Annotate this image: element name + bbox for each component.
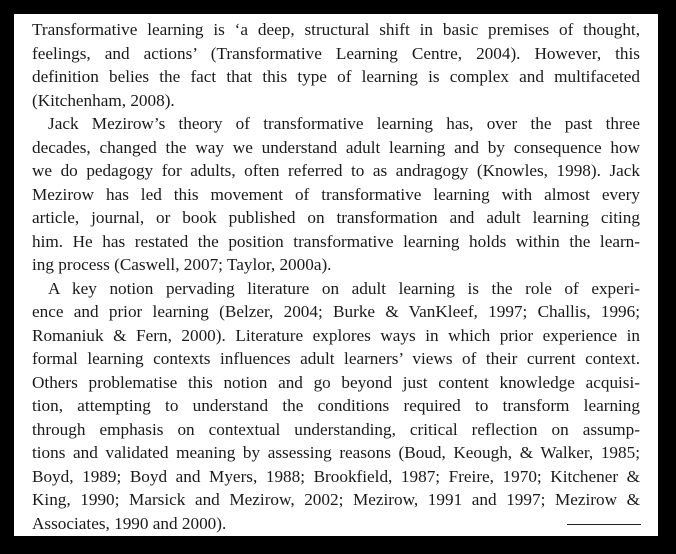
text-line: Associates, 1990 and 2000). [32,513,227,533]
text-line: Others problematise this notion and go beyond just content knowledge acquisi- [32,372,640,392]
text-line: him. He has restated the position transformative learning holds within the learn- [32,231,640,251]
text-line: definition belies the fact that this type of learning is complex and multifaceted [32,67,640,86]
text-line: tions and validated meaning by assessing reasons (Boud, Keough, & Walker, 1985; [32,443,640,462]
text-line: formal learning contexts influences adult learners’ views of their current context. [32,349,640,368]
footnote-divider [567,524,641,525]
text-line: (Kitchenham, 2008). [32,90,175,110]
text-line: A key notion pervading literature on adult learning is the role of experi- [48,278,640,298]
text-line: Jack Mezirow’s theory of transformative learning has, over the past three [48,114,640,133]
text-line: we do pedagogy for adults, often referred to as andragogy (Knowles, 1998). Jack [32,161,640,180]
text-line: Mezirow has led this movement of transformative learning with almost every [32,184,640,204]
document-page [14,14,658,536]
text-line: feelings, and actions’ (Transformative Learning Centre, 2004). However, this [32,43,640,63]
text-line: through emphasis on contextual understanding, critical reflection on assump- [32,419,640,439]
paragraph-mezirow-theory [32,112,640,277]
body-text [32,18,640,535]
text-line: Romaniuk & Fern, 2000). Literature explores ways in which prior experience in [32,325,640,345]
text-line: Transformative learning is ‘a deep, structural shift in basic premises of thought, [32,20,640,39]
paragraph-prior-experience [32,277,640,536]
text-line: ence and prior learning (Belzer, 2004; Burke & VanKleef, 1997; Challis, 1996; [32,302,640,321]
text-line: ing process (Caswell, 2007; Taylor, 2000a). [32,255,332,274]
text-line: King, 1990; Marsick and Mezirow, 2002; Mezirow, 1991 and 1997; Mezirow & [32,490,640,509]
paragraph-definition [32,18,640,112]
text-line: tion, attempting to understand the conditions required to transform learning [32,396,640,415]
text-line: article, journal, or book published on transformation and adult learning citing [32,208,640,227]
text-line: Boyd, 1989; Boyd and Myers, 1988; Brookfield, 1987; Freire, 1970; Kitchener & [32,466,640,486]
text-line: decades, changed the way we understand adult learning and by consequence how [32,137,640,157]
